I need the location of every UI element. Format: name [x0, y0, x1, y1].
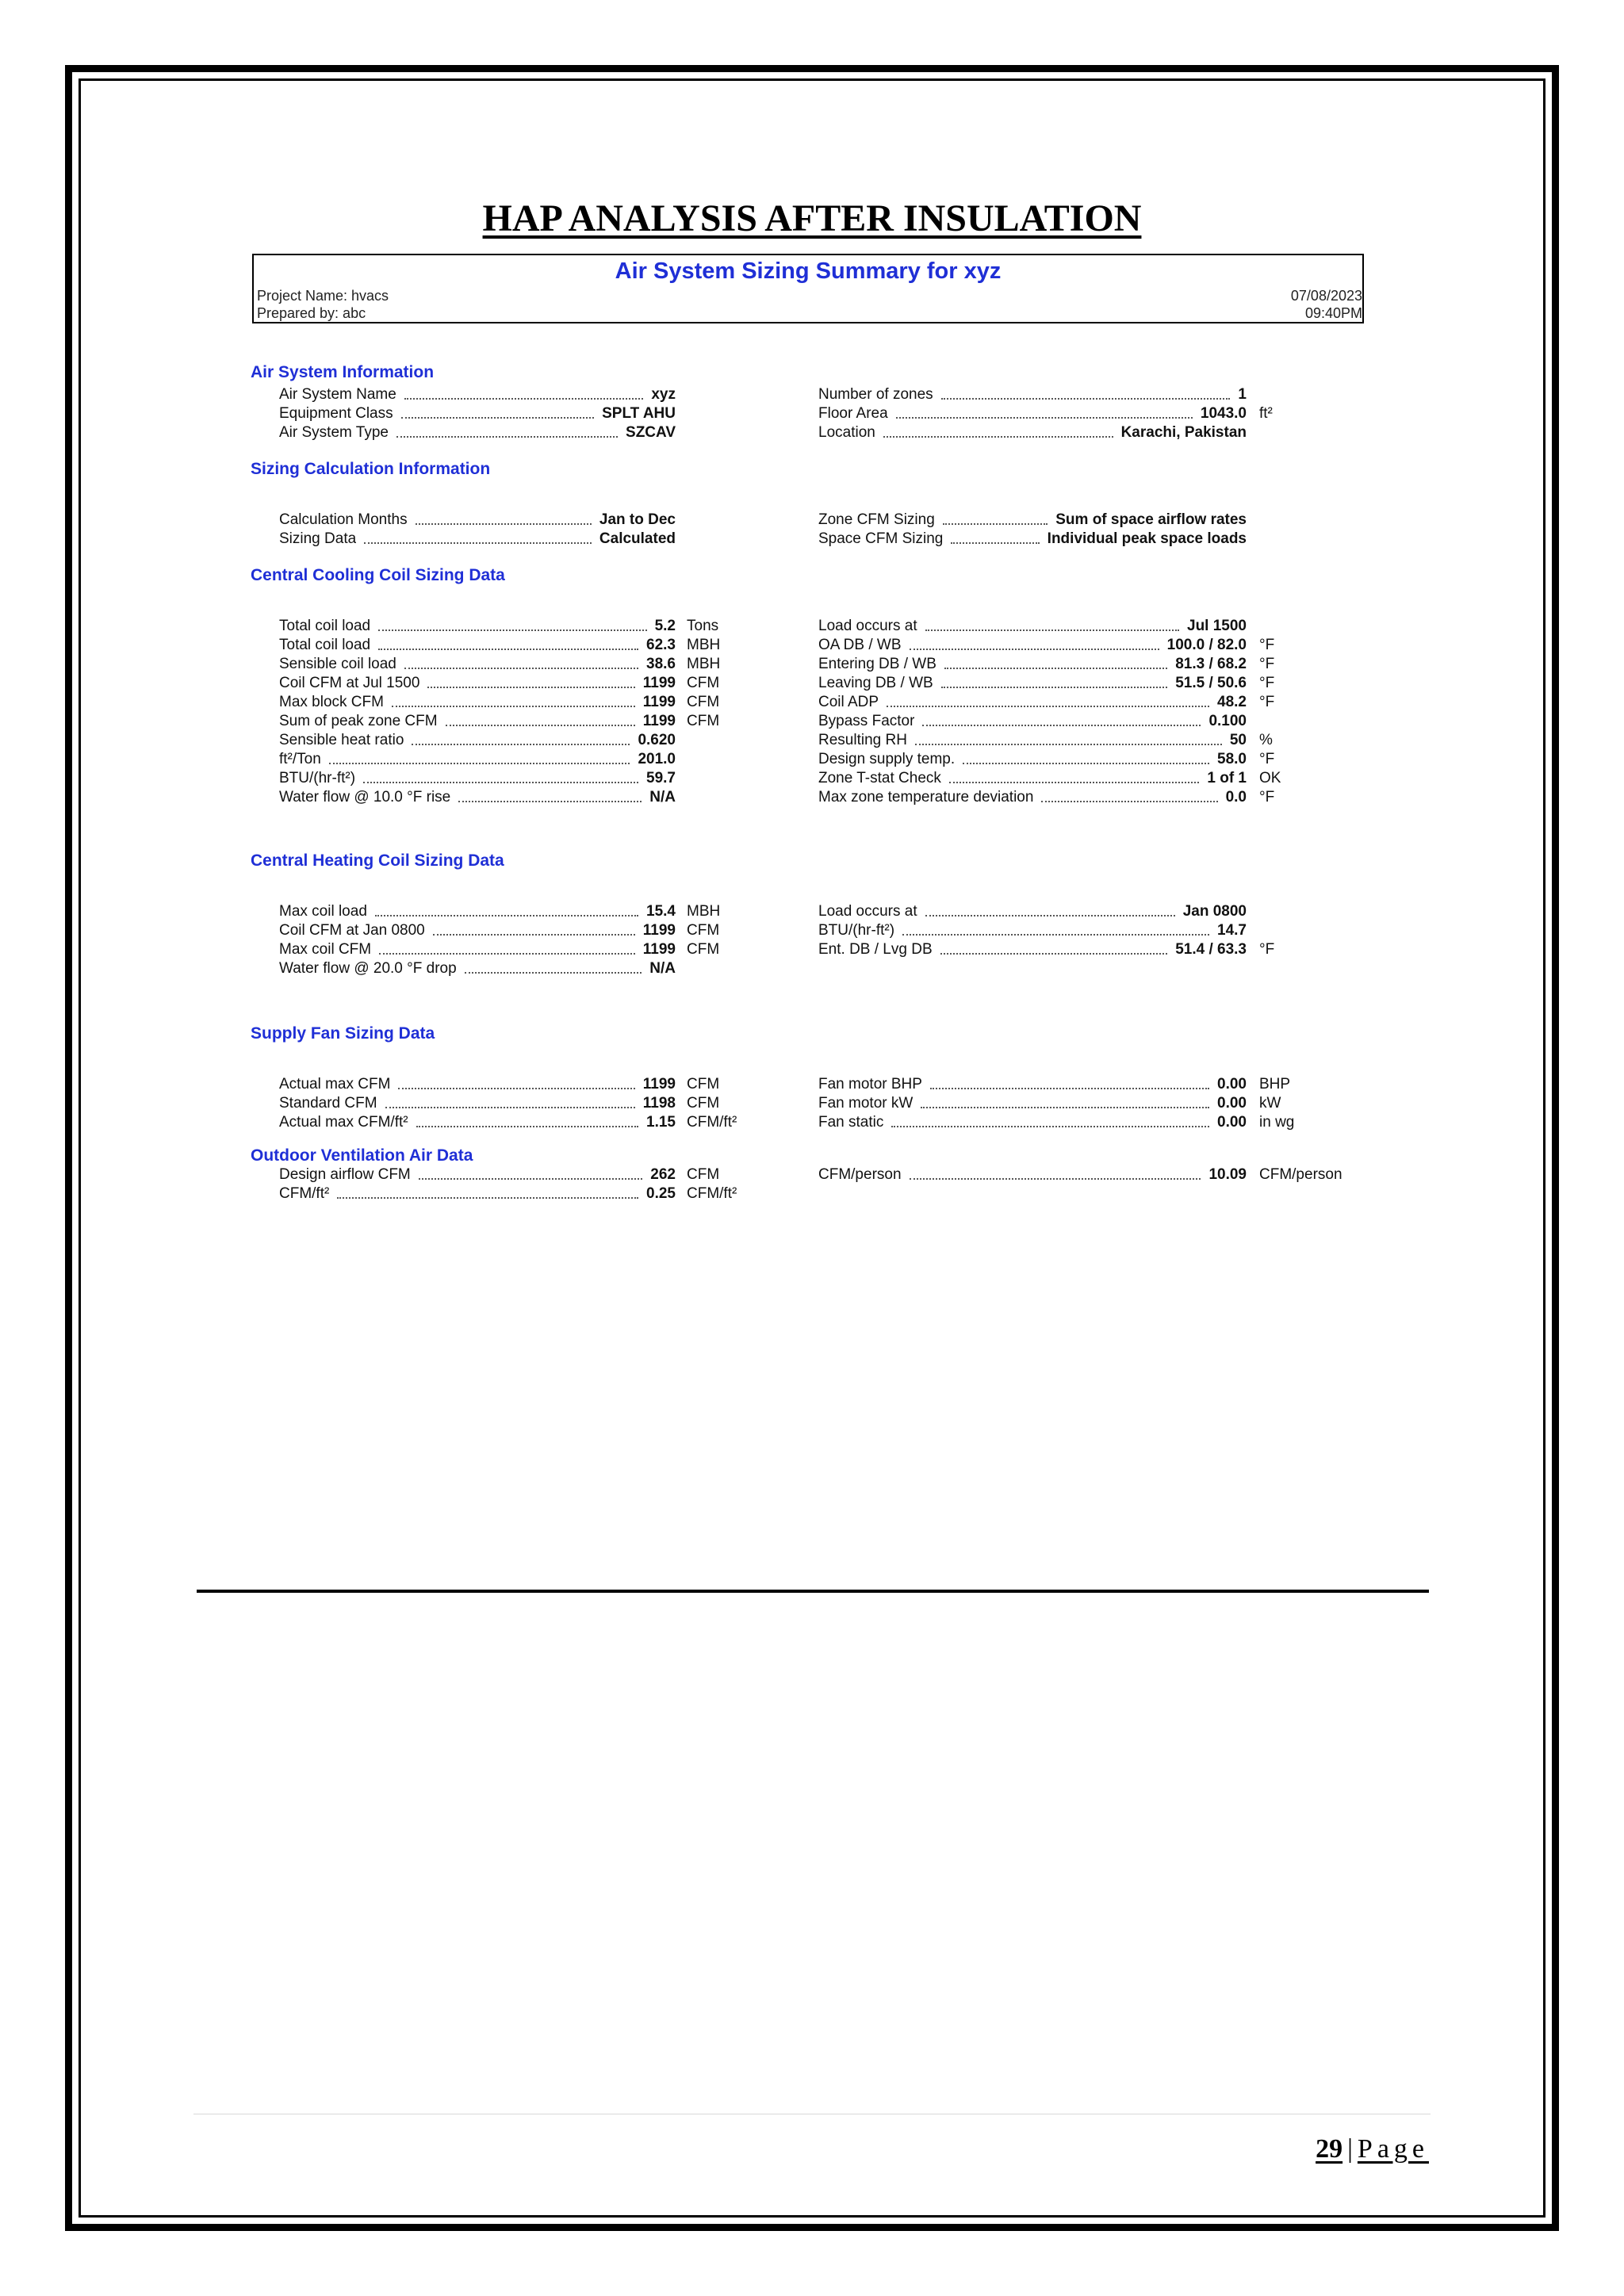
row-unit: MBH: [687, 903, 721, 920]
dot-leader: [930, 1070, 1209, 1089]
row-label: CFM/person: [818, 1166, 902, 1183]
data-row: [818, 1165, 1342, 1184]
section-heading: Air System Information: [251, 363, 435, 381]
report-datetime: [1291, 287, 1362, 322]
project-info: [257, 287, 389, 322]
row-label: Actual max CFM/ft²: [279, 1114, 408, 1131]
row-value: Jul 1500: [1187, 618, 1247, 634]
data-row: [818, 788, 1275, 807]
row-value: Jan 0800: [1182, 903, 1247, 920]
dot-leader: [446, 707, 635, 726]
dot-leader: [416, 1108, 638, 1127]
data-row: [279, 423, 676, 442]
row-unit: in wg: [1259, 1114, 1295, 1131]
data-row: [279, 1113, 737, 1132]
row-value: 1199: [642, 694, 676, 710]
section-heading: Sizing Calculation Information: [251, 460, 491, 478]
dot-leader: [921, 1089, 1209, 1108]
row-value: 0.00: [1217, 1076, 1247, 1093]
dot-leader: [363, 764, 638, 783]
row-value: 1 of 1: [1207, 770, 1247, 786]
row-label: Water flow @ 10.0 °F rise: [279, 789, 451, 806]
dot-leader: [375, 897, 638, 916]
row-label: Max coil load: [279, 903, 367, 920]
dot-leader: [925, 897, 1175, 916]
row-value: 0.620: [638, 732, 676, 748]
dot-leader: [949, 764, 1199, 783]
row-unit: °F: [1259, 656, 1275, 672]
row-value: 62.3: [646, 637, 676, 653]
data-row: [279, 530, 676, 549]
dot-leader: [404, 381, 643, 400]
dot-leader: [910, 631, 1159, 650]
row-label: Number of zones: [818, 386, 933, 403]
section-heading: Central Cooling Coil Sizing Data: [251, 566, 505, 584]
row-value: Jan to Dec: [599, 511, 676, 528]
row-value: SPLT AHU: [602, 405, 676, 422]
row-value: 0.00: [1217, 1095, 1247, 1112]
dot-leader: [951, 525, 1040, 544]
row-label: Sensible heat ratio: [279, 732, 404, 748]
row-unit: CFM/ft²: [687, 1114, 737, 1131]
section-heading: Outdoor Ventilation Air Data: [251, 1146, 473, 1165]
dot-leader: [337, 1180, 638, 1199]
row-label: Design supply temp.: [818, 751, 956, 767]
row-label: Fan static: [818, 1114, 884, 1131]
dot-leader: [943, 506, 1048, 525]
report-title: Air System Sizing Summary for xyz: [615, 258, 1002, 284]
row-value: 1199: [642, 675, 676, 691]
row-value: 51.5 / 50.6: [1175, 675, 1247, 691]
row-unit: kW: [1259, 1095, 1281, 1112]
row-label: Sum of peak zone CFM: [279, 713, 438, 729]
row-label: Fan motor kW: [818, 1095, 914, 1112]
row-value: 262: [650, 1166, 676, 1183]
row-label: CFM/ft²: [279, 1185, 330, 1202]
data-row: [818, 1113, 1295, 1132]
dot-leader: [941, 669, 1167, 688]
row-value: 15.4: [646, 903, 676, 920]
row-value: 48.2: [1217, 694, 1247, 710]
row-value: 81.3 / 68.2: [1175, 656, 1247, 672]
row-label: Max zone temperature deviation: [818, 789, 1034, 806]
row-label: Coil CFM at Jan 0800: [279, 922, 425, 939]
row-value: 10.09: [1208, 1166, 1247, 1183]
divider-line: [197, 1590, 1429, 1593]
project-name: Project Name: hvacs: [257, 288, 389, 304]
dot-leader: [902, 916, 1209, 936]
row-unit: OK: [1259, 770, 1281, 786]
page-footer: [1316, 2134, 1429, 2164]
row-value: Individual peak space loads: [1047, 530, 1247, 547]
dot-leader: [401, 400, 594, 419]
prepared-by: Prepared by: abc: [257, 305, 366, 321]
row-unit: ft²: [1259, 405, 1273, 422]
data-row: [279, 788, 676, 807]
row-unit: CFM: [687, 713, 720, 729]
row-value: 1199: [642, 941, 676, 958]
row-unit: CFM: [687, 694, 720, 710]
dot-leader: [1041, 783, 1218, 802]
row-value: 0.100: [1208, 713, 1247, 729]
row-value: 0.0: [1225, 789, 1247, 806]
row-value: 1199: [642, 1076, 676, 1093]
row-label: BTU/(hr-ft²): [818, 922, 895, 939]
row-unit: CFM/person: [1259, 1166, 1342, 1183]
row-unit: °F: [1259, 751, 1275, 767]
row-unit: CFM: [687, 675, 720, 691]
row-label: Coil CFM at Jul 1500: [279, 675, 420, 691]
dot-leader: [922, 707, 1201, 726]
row-value: 100.0 / 82.0: [1166, 637, 1247, 653]
dot-leader: [329, 745, 630, 764]
dot-leader: [396, 419, 618, 438]
dot-leader: [392, 688, 635, 707]
row-unit: BHP: [1259, 1076, 1291, 1093]
row-unit: °F: [1259, 637, 1275, 653]
row-label: OA DB / WB: [818, 637, 902, 653]
page-number: 29: [1316, 2134, 1343, 2164]
row-label: Standard CFM: [279, 1095, 377, 1112]
dot-leader: [458, 783, 642, 802]
row-label: Design airflow CFM: [279, 1166, 411, 1183]
data-row: [818, 940, 1275, 959]
row-label: Load occurs at: [818, 903, 917, 920]
row-label: Fan motor BHP: [818, 1076, 922, 1093]
dot-leader: [465, 955, 642, 974]
row-unit: CFM: [687, 1166, 720, 1183]
row-label: ft²/Ton: [279, 751, 321, 767]
section-heading: Supply Fan Sizing Data: [251, 1024, 435, 1043]
dot-leader: [364, 525, 592, 544]
data-row: [818, 423, 1247, 442]
row-label: Resulting RH: [818, 732, 907, 748]
row-value: 5.2: [654, 618, 676, 634]
dot-leader: [404, 650, 638, 669]
report-date: 07/08/2023: [1290, 288, 1362, 304]
dot-leader: [427, 669, 635, 688]
row-label: Bypass Factor: [818, 713, 915, 729]
row-label: Leaving DB / WB: [818, 675, 933, 691]
row-value: 38.6: [646, 656, 676, 672]
row-label: Sensible coil load: [279, 656, 396, 672]
row-value: 0.00: [1217, 1114, 1247, 1131]
row-unit: MBH: [687, 656, 721, 672]
report-time: 09:40PM: [1304, 305, 1362, 321]
row-value: 1.15: [646, 1114, 676, 1131]
row-value: N/A: [649, 789, 676, 806]
row-value: 1199: [642, 922, 676, 939]
row-label: Ent. DB / Lvg DB: [818, 941, 933, 958]
row-value: 58.0: [1217, 751, 1247, 767]
dot-leader: [887, 688, 1209, 707]
page-word: Page: [1357, 2134, 1429, 2164]
row-label: Total coil load: [279, 637, 371, 653]
row-value: N/A: [649, 960, 676, 977]
row-label: Max block CFM: [279, 694, 384, 710]
row-value: 201.0: [638, 751, 676, 767]
report-header: [252, 254, 1364, 323]
row-unit: CFM: [687, 1076, 720, 1093]
dot-leader: [378, 631, 638, 650]
row-value: 0.25: [646, 1185, 676, 1202]
dot-leader: [944, 650, 1167, 669]
row-label: Location: [818, 424, 875, 441]
row-unit: MBH: [687, 637, 721, 653]
row-unit: CFM: [687, 941, 720, 958]
data-row: [279, 959, 676, 978]
row-unit: CFM: [687, 922, 720, 939]
section-heading: Central Heating Coil Sizing Data: [251, 851, 504, 870]
dot-leader: [433, 916, 635, 936]
dot-leader: [416, 506, 592, 525]
row-label: Equipment Class: [279, 405, 393, 422]
row-label: Calculation Months: [279, 511, 408, 528]
data-row: [818, 530, 1247, 549]
row-value: 1043.0: [1200, 405, 1247, 422]
row-unit: Tons: [687, 618, 719, 634]
dot-leader: [940, 936, 1167, 955]
row-label: Floor Area: [818, 405, 888, 422]
page-separator: |: [1347, 2134, 1353, 2164]
row-unit: °F: [1259, 694, 1275, 710]
row-label: Sizing Data: [279, 530, 357, 547]
dot-leader: [378, 612, 647, 631]
dot-leader: [419, 1161, 642, 1180]
row-value: 1199: [642, 713, 676, 729]
row-label: Actual max CFM: [279, 1076, 391, 1093]
row-label: Air System Name: [279, 386, 396, 403]
dot-leader: [925, 612, 1179, 631]
dot-leader: [379, 936, 635, 955]
row-value: 14.7: [1217, 922, 1247, 939]
dot-leader: [963, 745, 1209, 764]
row-value: xyz: [651, 386, 676, 403]
dot-leader: [412, 726, 630, 745]
row-label: Air System Type: [279, 424, 389, 441]
row-unit: %: [1259, 732, 1273, 748]
dot-leader: [896, 400, 1193, 419]
row-label: Space CFM Sizing: [818, 530, 944, 547]
dot-leader: [883, 419, 1113, 438]
dot-leader: [891, 1108, 1209, 1127]
row-value: Sum of space airflow rates: [1055, 511, 1247, 528]
dot-leader: [941, 381, 1230, 400]
row-label: Load occurs at: [818, 618, 917, 634]
row-label: Total coil load: [279, 618, 371, 634]
data-row: [279, 1184, 737, 1203]
row-unit: °F: [1259, 789, 1275, 806]
dot-leader: [910, 1161, 1201, 1180]
row-label: Water flow @ 20.0 °F drop: [279, 960, 457, 977]
row-label: Entering DB / WB: [818, 656, 936, 672]
document-title: HAP ANALYSIS AFTER INSULATION: [482, 197, 1142, 239]
row-label: Zone T-stat Check: [818, 770, 941, 786]
row-value: 59.7: [646, 770, 676, 786]
row-value: 1: [1238, 386, 1247, 403]
row-value: Karachi, Pakistan: [1120, 424, 1247, 441]
row-unit: CFM: [687, 1095, 720, 1112]
row-value: Calculated: [599, 530, 676, 547]
row-label: Zone CFM Sizing: [818, 511, 935, 528]
row-value: 50: [1229, 732, 1247, 748]
row-label: Coil ADP: [818, 694, 879, 710]
row-unit: CFM/ft²: [687, 1185, 737, 1202]
dot-leader: [915, 726, 1222, 745]
row-value: SZCAV: [626, 424, 676, 441]
dot-leader: [398, 1070, 635, 1089]
row-label: Max coil CFM: [279, 941, 372, 958]
row-label: BTU/(hr-ft²): [279, 770, 356, 786]
dot-leader: [385, 1089, 635, 1108]
row-value: 1198: [642, 1095, 676, 1112]
row-value: 51.4 / 63.3: [1175, 941, 1247, 958]
row-unit: °F: [1259, 941, 1275, 958]
row-unit: °F: [1259, 675, 1275, 691]
